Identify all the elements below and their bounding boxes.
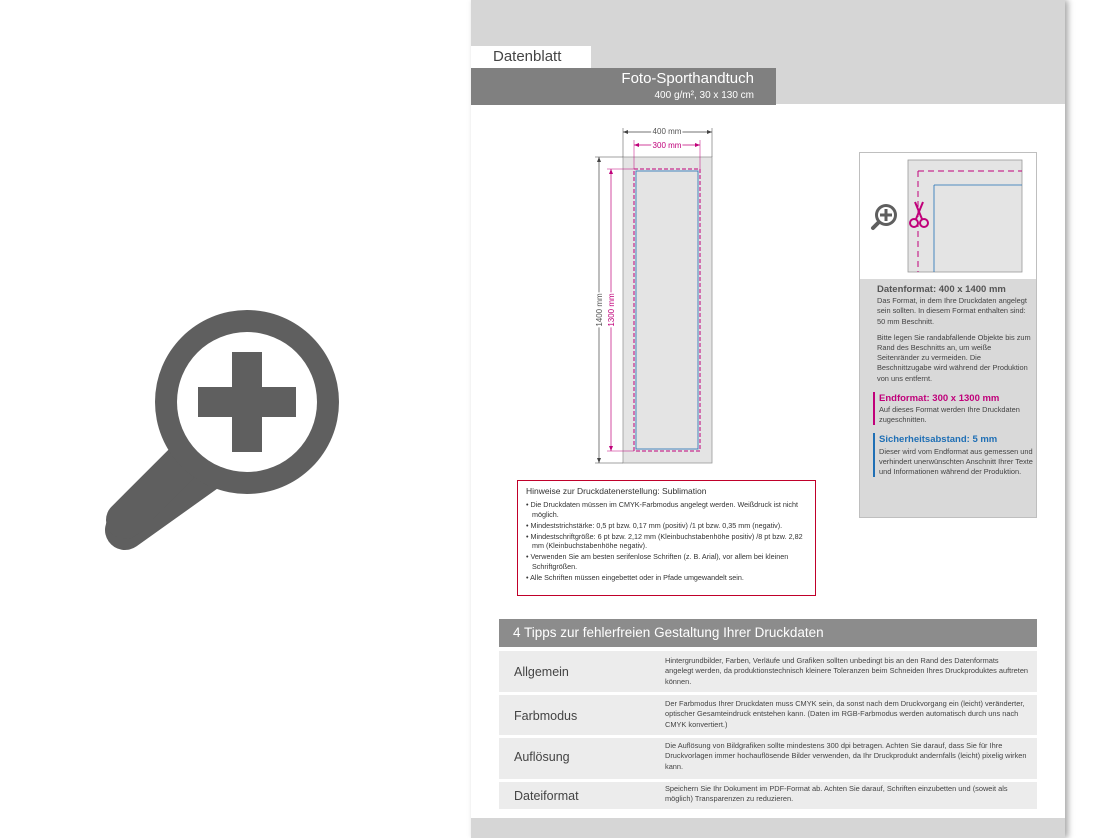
zoom-in-icon-graphic <box>100 280 360 550</box>
format-info-panel <box>859 152 1037 518</box>
list-item: • Mindestschriftgröße: 6 pt bzw. 2,12 mm (Kleinbuchstabenhöhe positiv) /8 pt bzw. 2,82 mm (Kleinbuchstabenhöhe negativ). <box>526 532 807 551</box>
tip-label: Dateiformat <box>514 789 579 803</box>
list-item: • Alle Schriften müssen eingebettet oder in Pfade umgewandelt sein. <box>526 573 807 583</box>
safety-margin-title: Sicherheitsabstand: 5 mm <box>879 434 998 446</box>
width-outer-label: 400 mm <box>652 127 682 136</box>
tip-label: Allgemein <box>514 665 569 679</box>
tip-text: Hintergrundbilder, Farben, Verläufe und Grafiken sollten unbedingt bis an den Rand des Datenformats angelegt werden, da produktionstechnisch kleinere Toleranzen beim Schneiden Ihres Druckproduktes auftreten können. <box>665 656 1029 686</box>
print-hints-title: Hinweise zur Druckdatenerstellung: Sublimation <box>526 486 707 496</box>
product-title-bar <box>471 68 776 105</box>
product-subtitle: 400 g/m², 30 x 130 cm <box>654 90 754 101</box>
tip-text: Speichern Sie Ihr Dokument im PDF-Format ab. Achten Sie darauf, Schriften einzubetten und (soweit als möglich) Transparenzen zu reduzieren. <box>665 784 1008 804</box>
height-inner-label: 1300 mm <box>607 293 616 327</box>
end-format-text: Auf dieses Format werden Ihre Druckdaten zugeschnitten. <box>879 404 1020 425</box>
tip-row <box>499 651 1037 692</box>
list-item: • Verwenden Sie am besten serifenlose Schriften (z. B. Arial), vor allem bei kleinen Schriftgrößen. <box>526 552 807 571</box>
tip-text: Der Farbmodus Ihrer Druckdaten muss CMYK sein, da sonst nach dem Druckvorgang ein (leicht) veränderter, optischer Gesamteindruck entstehen kann. (Daten im RGB-Farbmodus werden automatisch durch uns nach CMYK konvertiert.) <box>665 699 1025 729</box>
tips-header: 4 Tipps zur fehlerfreien Gestaltung Ihrer Druckdaten <box>499 619 1037 647</box>
tip-row <box>499 782 1037 809</box>
zoom-in-icon[interactable] <box>870 201 900 231</box>
tip-text: Die Auflösung von Bildgrafiken sollte mindestens 300 dpi betragen. Achten Sie darauf, dass Sie für Ihre Druckvorlagen immer hochauflösende Bilder verwenden, da Ihr Druckprodukt andernfalls (leicht) pixelig wirken kann. <box>665 741 1027 771</box>
format-info-text <box>873 283 1033 485</box>
width-inner-label: 300 mm <box>652 141 682 150</box>
list-item: • Mindeststrichstärke: 0,5 pt bzw. 0,17 mm (positiv) /1 pt bzw. 0,35 mm (negativ). <box>526 521 807 531</box>
tip-row <box>499 695 1037 735</box>
data-format-title: Datenformat: 400 x 1400 mm <box>877 284 1006 295</box>
tip-label: Auflösung <box>514 750 570 764</box>
format-diagram <box>471 120 771 480</box>
safety-margin-outline <box>636 171 698 449</box>
height-outer-label: 1400 mm <box>595 293 604 327</box>
scissors-icon <box>908 199 930 229</box>
sheet-tab-label: Datenblatt <box>471 46 591 68</box>
print-hints-box <box>517 480 816 596</box>
print-hints-list <box>526 500 807 582</box>
end-format-title: Endformat: 300 x 1300 mm <box>879 392 1000 404</box>
product-title: Foto-Sporthandtuch <box>621 70 754 87</box>
sheet-footer-band <box>471 818 1065 838</box>
tip-label: Farbmodus <box>514 709 578 723</box>
safety-margin-text: Dieser wird vom Endformat aus gemessen und verhindert unerwünschten Anschnitt Ihrer Texte und Informationen während der Produktion. <box>879 446 1033 476</box>
list-item: • Die Druckdaten müssen im CMYK-Farbmodus angelegt werden. Weißdruck ist nicht möglich. <box>526 500 807 519</box>
data-sheet <box>471 0 1065 838</box>
tip-row <box>499 738 1037 779</box>
data-format-text: Das Format, in dem Ihre Druckdaten angelegt sein sollten. In diesem Format enthalten sind: 50 mm Beschnitt. <box>877 296 1027 326</box>
data-format-text-2: Bitte legen Sie randabfallende Objekte bis zum Rand des Beschnitts an, um weiße Seitenränder zu vermeiden. Die Beschnittzugabe wird während der Produktion von uns entfernt. <box>877 332 1031 383</box>
